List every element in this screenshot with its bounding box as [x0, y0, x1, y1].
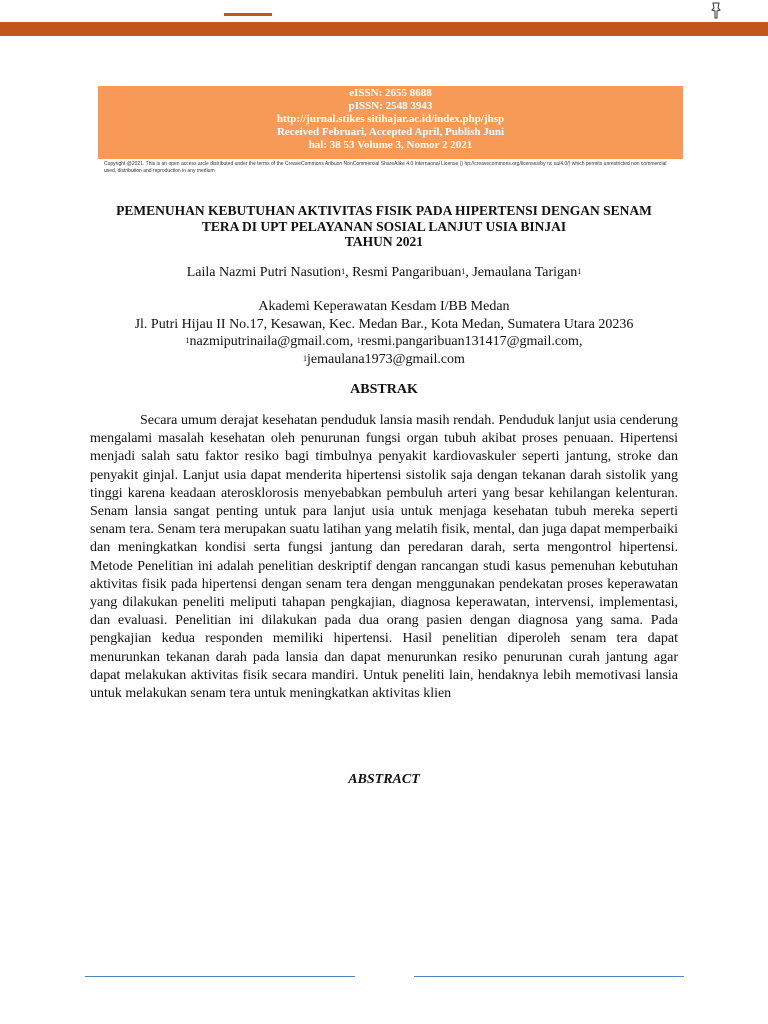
emails-line-2	[90, 351, 678, 369]
author-affiliation-mark: 1	[577, 267, 582, 276]
author-name: Resmi Pangaribuan	[352, 265, 462, 280]
title-line-1: PEMENUHAN KEBUTUHAN AKTIVITAS FISIK PADA HIPERTENSI DENGAN SENAM	[116, 203, 652, 218]
pissn: pISSN: 2548 3943	[348, 100, 433, 112]
affiliation-block	[90, 298, 678, 368]
emails-line-1	[90, 333, 678, 351]
header-strip	[0, 0, 768, 22]
footer-divider-left	[85, 976, 355, 977]
pages-volume	[98, 139, 683, 152]
author-name: Laila Nazmi Putri Nasution	[186, 265, 342, 280]
author-name: Jemaulana Tarigan	[472, 265, 578, 280]
title-line-3: TAHUN 2021	[344, 234, 424, 249]
document-icon-glyph	[710, 2, 722, 20]
journal-identifiers	[98, 86, 683, 159]
copyright-notice: Copyright @2021. This is an open access arcle distributed under the terms of the CreaveCommons Aribuon NonCommercial ShareAlike 4.0 Internaonal License () hp://creavecommons.org/licenses/by nc sa/4.0/) which permits unrestricted non commercial used, distribution and reproduction in any medium	[98, 158, 683, 178]
author-separator: ,	[465, 265, 473, 280]
email-link[interactable]: nazmiputrinaila@gmail.com,	[189, 334, 354, 349]
author-affiliation-mark: 1	[461, 267, 466, 276]
email-link[interactable]: jemaulana1973@gmail.com	[307, 351, 465, 367]
abstrak-heading: ABSTRAK	[350, 382, 418, 397]
email-affiliation-mark: 1	[185, 336, 190, 345]
email-affiliation-mark: 1	[303, 353, 308, 363]
header-tab-indicator	[224, 13, 272, 16]
received-dates: Received Februari, Accepted April, Publish Juni	[276, 126, 505, 138]
journal-info-box	[98, 86, 683, 178]
eissn: eISSN: 2655 8688	[349, 87, 432, 99]
pages: hal: 38 53	[308, 139, 355, 151]
email-affiliation-mark: 1	[356, 336, 361, 345]
abstrak-body: Secara umum derajat kesehatan penduduk lansia masih rendah. Penduduk lanjut usia cenderung mengalami masalah kesehatan oleh penurunan fungsi organ tubuh akibat proses penuaan. Hipertensi menjadi salah satu faktor resiko bagi timbulnya penyakit kardiovaskuler seperti jantung, stroke dan penyakit ginjal. Lanjut usia dapat menderita hipertensi sistolik saja dengan tekanan darah sistolik yang tinggi karena keadaan aterosklorosis menyebabkan pembuluh arteri yang besar kehilangan kelenturan. Senam lansia sangat penting untuk para lanjut usia untuk menjaga kesehatan tubuh mereka seperti senam tera. Senam tera merupakan suatu latihan yang melatih fisik, mental, dan juga dapat memperbaiki dan meningkatkan kondisi serta fungsi jantung dan peredaran darah, serta mengontrol hipertensi. Metode Penelitian ini adalah penelitian deskriptif dengan rancangan studi kasus pemenuhan kebutuhan aktivitas fisik pada hipertensi dengan senam tera dengan menggunakan pendekatan proses keperawatan yang dilakukan peneliti meliputi tahapan pengkajian, diagnosa keperawatan, intervensi, implementasi, dan evaluasi. Penelitian ini dilakukan pada dua orang pasien dengan diagnosa yang sama. Pada pengkajian kedua responden memiliki hipertensi. Hasil penelitian diperoleh senam tera dapat menurunkan tekanan darah pada lansia dan dapat menurunkan resiko penurunan curah jantung agar dapat melakukan aktivitas fisik secara mandiri. Untuk peneliti lain, hendaknya lebih memotivasi lansia untuk melakukan senam tera untuk meningkatkan aktivitas klien	[90, 413, 678, 702]
paper-title	[90, 203, 678, 250]
abstract-heading: ABSTRACT	[348, 772, 420, 787]
institution: Akademi Keperawatan Kesdam I/BB Medan	[258, 299, 510, 314]
document-icon	[704, 1, 728, 21]
address: Jl. Putri Hijau II No.17, Kesawan, Kec. Medan Bar., Kota Medan, Sumatera Utara 20236	[134, 316, 634, 332]
footer-divider-right	[414, 976, 684, 977]
email-link[interactable]: resmi.pangaribuan131417@gmail.com,	[360, 334, 583, 349]
author-affiliation-mark: 1	[341, 267, 346, 276]
volume: Volume 3, Nomor 2 2021	[357, 139, 473, 151]
author-separator: ,	[345, 265, 353, 280]
journal-url[interactable]: http://jurnal.stikes sitihajar.ac.id/index.php/jhsp	[276, 113, 505, 125]
author-list	[90, 264, 678, 282]
title-line-2: TERA DI UPT PELAYANAN SOSIAL LANJUT USIA BINJAI	[201, 218, 567, 234]
